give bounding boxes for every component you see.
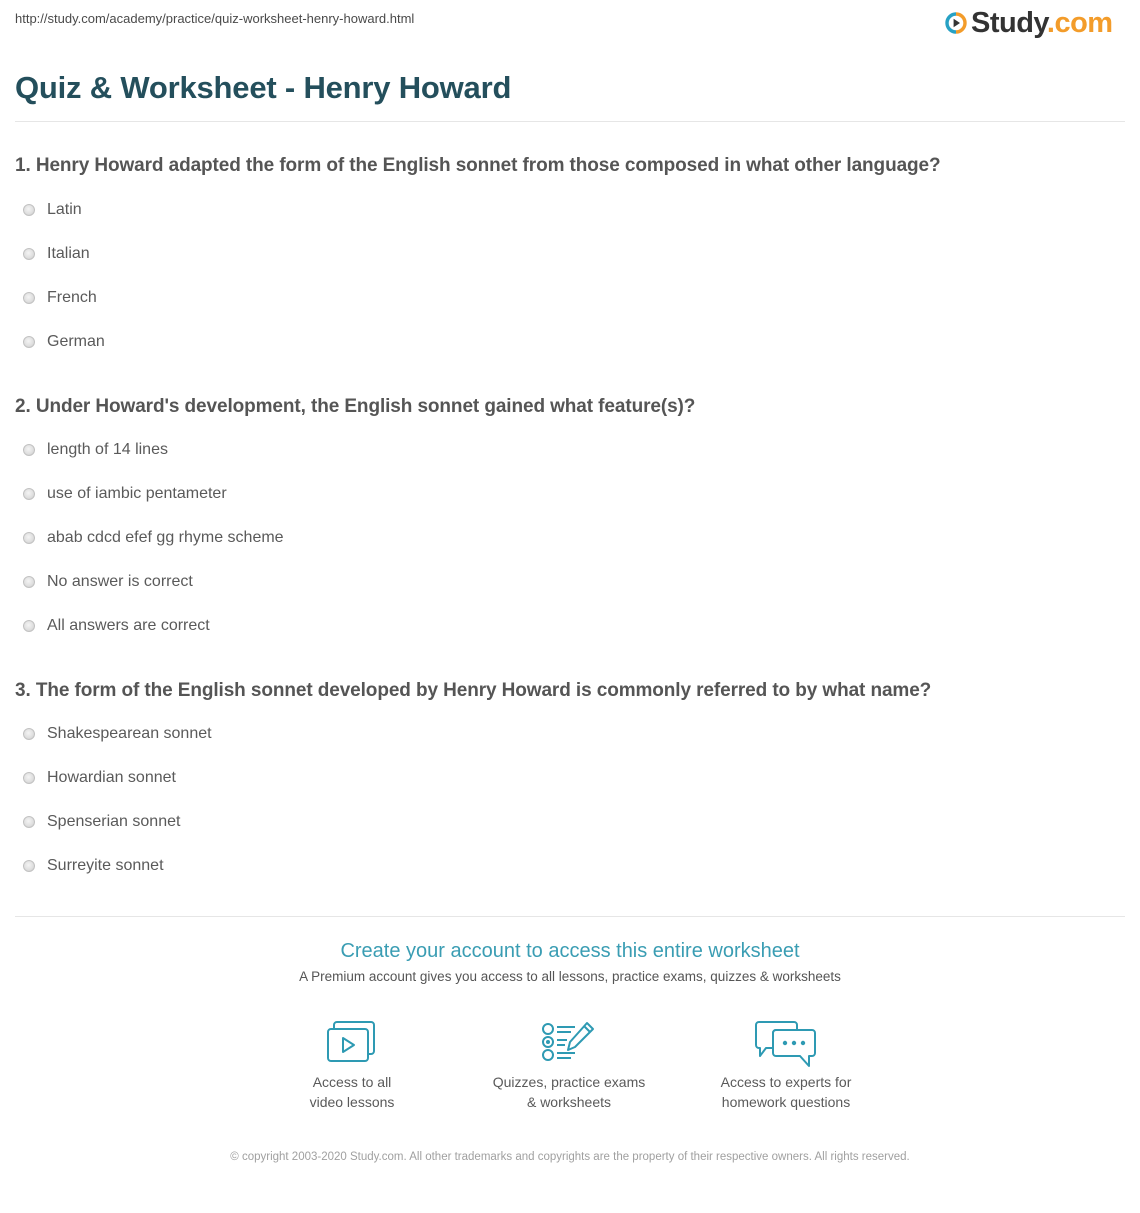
radio-button[interactable] <box>23 292 35 304</box>
q2-option-4[interactable]: No answer is correct <box>23 571 193 593</box>
q1-option-3[interactable]: French <box>23 287 97 309</box>
q3-option-4[interactable]: Surreyite sonnet <box>23 855 164 877</box>
question-2: 2. Under Howard's development, the English sonnet gained what feature(s)? <box>15 396 696 417</box>
page-title: Quiz & Worksheet - Henry Howard <box>15 70 512 105</box>
radio-button[interactable] <box>23 336 35 348</box>
premium-description: A Premium account gives you access to all lessons, practice exams, quizzes & worksheets <box>299 969 841 984</box>
question-3: 3. The form of the English sonnet developed by Henry Howard is commonly referred to by what name? <box>15 680 932 701</box>
radio-button[interactable] <box>23 576 35 588</box>
create-account-link[interactable]: Create your account to access this entire worksheet <box>340 940 800 962</box>
q3-option-1[interactable]: Shakespearean sonnet <box>23 723 212 745</box>
q3-option-2[interactable]: Howardian sonnet <box>23 767 176 789</box>
video-lessons-icon <box>326 1020 378 1064</box>
q2-option-5[interactable]: All answers are correct <box>23 615 210 637</box>
radio-button[interactable] <box>23 204 35 216</box>
feature-experts: Access to experts for homework questions <box>686 1020 886 1112</box>
radio-button[interactable] <box>23 728 35 740</box>
chat-bubbles-icon <box>754 1020 818 1070</box>
radio-button[interactable] <box>23 620 35 632</box>
q3-option-3[interactable]: Spenserian sonnet <box>23 811 180 833</box>
copyright-footer: © copyright 2003-2020 Study.com. All other trademarks and copyrights are the property of their respective owners. All rights reserved. <box>230 1151 910 1163</box>
radio-button[interactable] <box>23 816 35 828</box>
logo-wordmark: Study.com <box>971 7 1113 39</box>
study-logo[interactable] <box>945 8 1113 38</box>
q1-option-1[interactable]: Latin <box>23 199 82 221</box>
q2-option-1[interactable]: length of 14 lines <box>23 439 168 461</box>
title-divider <box>15 121 1125 122</box>
play-logo-icon <box>945 12 967 34</box>
page-url: http://study.com/academy/practice/quiz-worksheet-henry-howard.html <box>15 11 415 26</box>
radio-button[interactable] <box>23 860 35 872</box>
radio-button[interactable] <box>23 772 35 784</box>
radio-button[interactable] <box>23 488 35 500</box>
q2-option-2[interactable]: use of iambic pentameter <box>23 483 227 505</box>
q1-option-4[interactable]: German <box>23 331 105 353</box>
question-1: 1. Henry Howard adapted the form of the English sonnet from those composed in what other language? <box>15 155 941 176</box>
q2-option-3[interactable]: abab cdcd efef gg rhyme scheme <box>23 527 284 549</box>
radio-button[interactable] <box>23 248 35 260</box>
q1-option-2[interactable]: Italian <box>23 243 90 265</box>
feature-quizzes: Quizzes, practice exams & worksheets <box>469 1020 669 1112</box>
quiz-checklist-icon <box>541 1020 597 1064</box>
radio-button[interactable] <box>23 444 35 456</box>
feature-video-lessons: Access to all video lessons <box>252 1020 452 1112</box>
questions-divider <box>15 916 1125 917</box>
radio-button[interactable] <box>23 532 35 544</box>
